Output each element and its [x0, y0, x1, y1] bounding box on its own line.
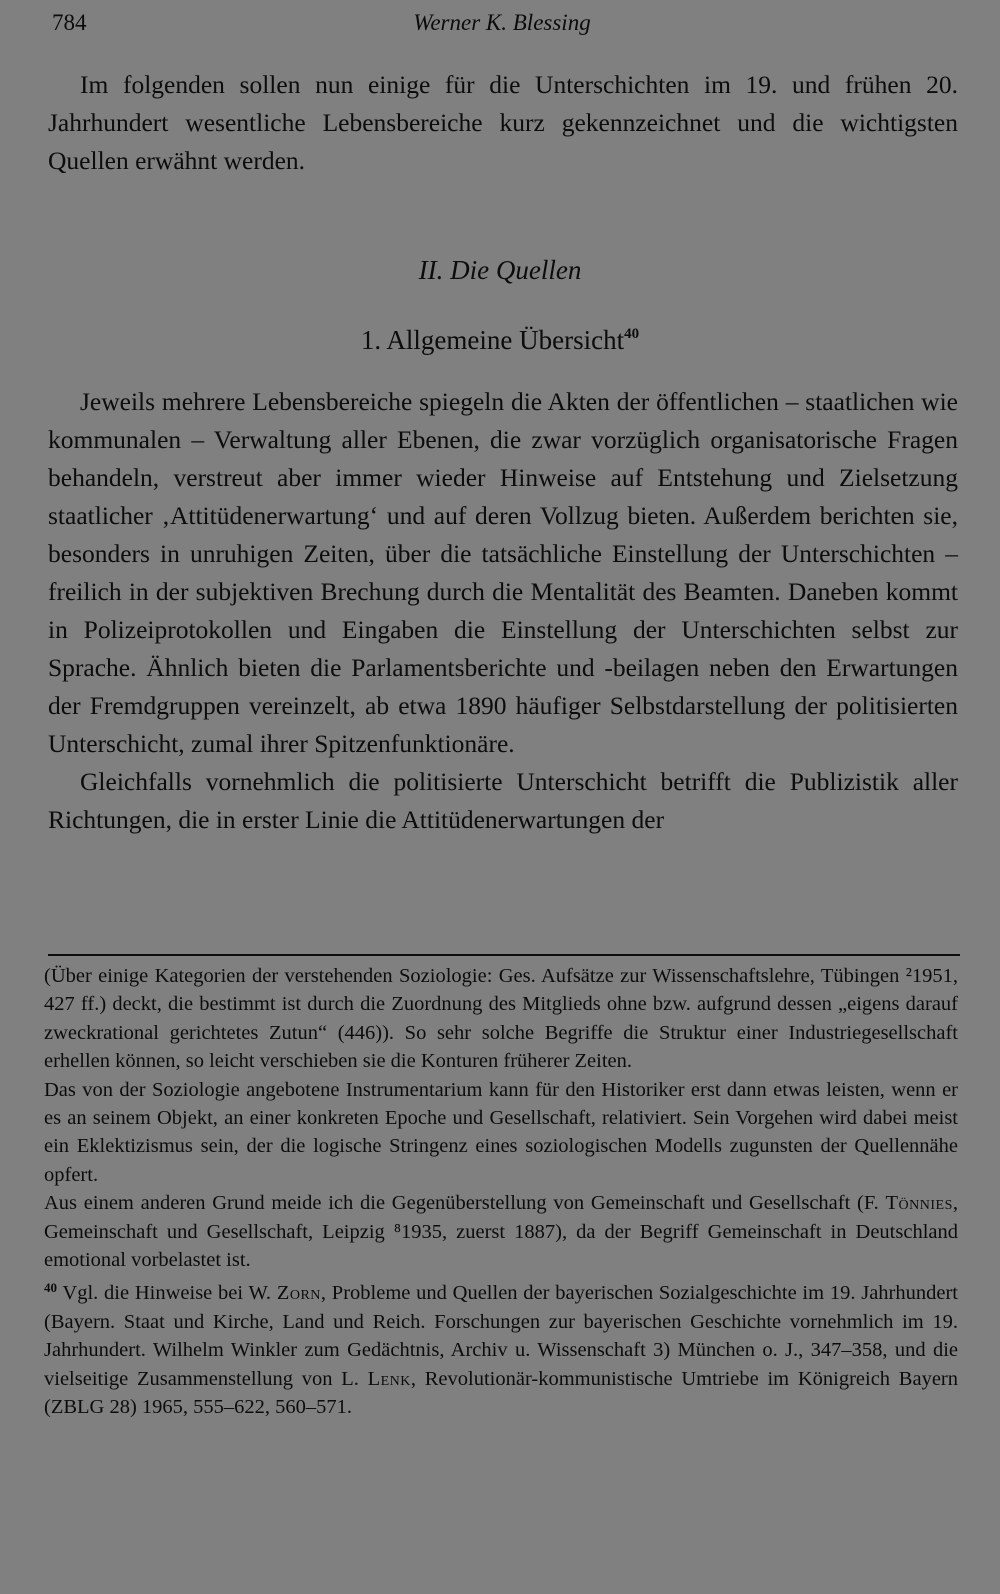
author-name-toennies: Tönnies [885, 1192, 953, 1215]
footnote-40-marker: 40 [44, 1280, 57, 1296]
footnote-39-part-3-text-b: , Gemeinschaft und Gesellschaft, Leipzig ⁸1935, zuerst 1887), da der Begriff Gemeinschaft in Deutschland emotional vorbelastet ist. [44, 1192, 958, 1272]
subsection-title-text: 1. Allgemeine Übersicht [360, 325, 625, 355]
footnote-separator [48, 954, 960, 956]
footnote-39-part-3-text-a: Aus einem anderen Grund meide ich die Gegenüberstellung von Gemeinschaft und Gesellschaft (F. [44, 1192, 886, 1215]
footnote-reference[interactable]: 40 [624, 326, 640, 342]
footnote-40-text-a: Vgl. die Hinweise bei W. [57, 1282, 277, 1305]
intro-paragraph-text: Im folgenden sollen nun einige für die Unterschichten im 19. und frühen 20. Jahrhundert wesentliche Lebensbereiche kurz gekennzeichnet und die wichtigsten Quellen erwähnt werden. [48, 70, 958, 175]
footnote-39-part-1: (Über einige Kategorien der verstehenden Soziologie: Ges. Aufsätze zur Wissenschaftslehre, Tübingen ²1951, 427 ff.) deckt, die bestimmt ist durch die Zuordnung des Mitglieds ohne bzw. aufgrund dessen „eigens darauf zweckrational gerichtetes Zutun“ (446)). So sehr solche Begriffe die Struktur einer Industriegesellschaft erhellen können, so leicht verschieben sie die Konturen früherer Zeiten. [44, 965, 958, 1073]
main-paragraph-1: Jeweils mehrere Lebensbereiche spiegeln die Akten der öffentlichen – staatlichen wie kommunalen – Verwaltung aller Ebenen, die zwar vorzüglich organisatorische Fragen behandeln, verstreut aber immer wieder Hinweise auf Entstehung und Zielsetzung staatlicher ‚Attitüdenerwartung‘ und auf deren Vollzug bieten. Außerdem berichten sie, besonders in unruhigen Zeiten, über die tatsächliche Einstellung der Unterschichten – freilich in der subjektiven Brechung durch die Mentalität des Beamten. Daneben kommt in Polizeiprotokollen und Eingaben die Einstellung der Unterschichten selbst zur Sprache. Ähnlich bieten die Parlamentsberichte und -beilagen neben den Erwartungen der Fremdgruppen vereinzelt, ab etwa 1890 häufiger Selbstdarstellung der politisierten Unterschicht, zumal ihrer Spitzenfunktionäre. [48, 387, 958, 758]
intro-paragraph [48, 66, 958, 180]
author-name-zorn: Zorn [276, 1282, 321, 1305]
section-title: II. Die Quellen [418, 255, 582, 285]
footnote-39-part-2: Das von der Soziologie angebotene Instrumentarium kann für den Historiker erst dann etwas leisten, wenn er es an seinem Objekt, an einer konkreten Epoche und Gesellschaft, relativiert. Sein Vorgehen wird dabei meist ein Eklektizismus sein, der die logische Stringenz eines soziologischen Modells zugunsten der Quellennähe opfert. [44, 1078, 958, 1186]
author-name-lenk: Lenk [367, 1367, 411, 1390]
running-head [48, 8, 956, 38]
main-text [48, 383, 958, 839]
footnote-40-text-b: , Probleme und Quellen der bayerischen Sozialgeschichte im 19. Jahrhundert (Bayern. Staat und Kirche, Land und Reich. Forschungen zur bayerischen Geschichte vornehmlich im 19. Jahrhundert. Wilhelm Winkler zum Gedächtnis, Archiv u. Wissenschaft 3) München o. J., 347–358, und die vielseitige Zusammenstellung von L. [44, 1282, 958, 1390]
running-head-author: Werner K. Blessing [413, 10, 591, 35]
footnote-40-text-c: , Revolutionär-kommunistische Umtriebe im Königreich Bayern (ZBLG 28) 1965, 555–622, 560–571. [44, 1367, 958, 1419]
footnote-39-part-3 [44, 1189, 958, 1274]
footnote-40 [44, 1274, 958, 1421]
page-number: 784 [52, 10, 87, 35]
main-paragraph-2: Gleichfalls vornehmlich die politisierte Unterschicht betrifft die Publizistik aller Richtungen, die in erster Linie die Attitüdenerwartungen der [48, 767, 958, 834]
subsection-title [0, 325, 1000, 356]
footnotes [44, 962, 958, 1422]
